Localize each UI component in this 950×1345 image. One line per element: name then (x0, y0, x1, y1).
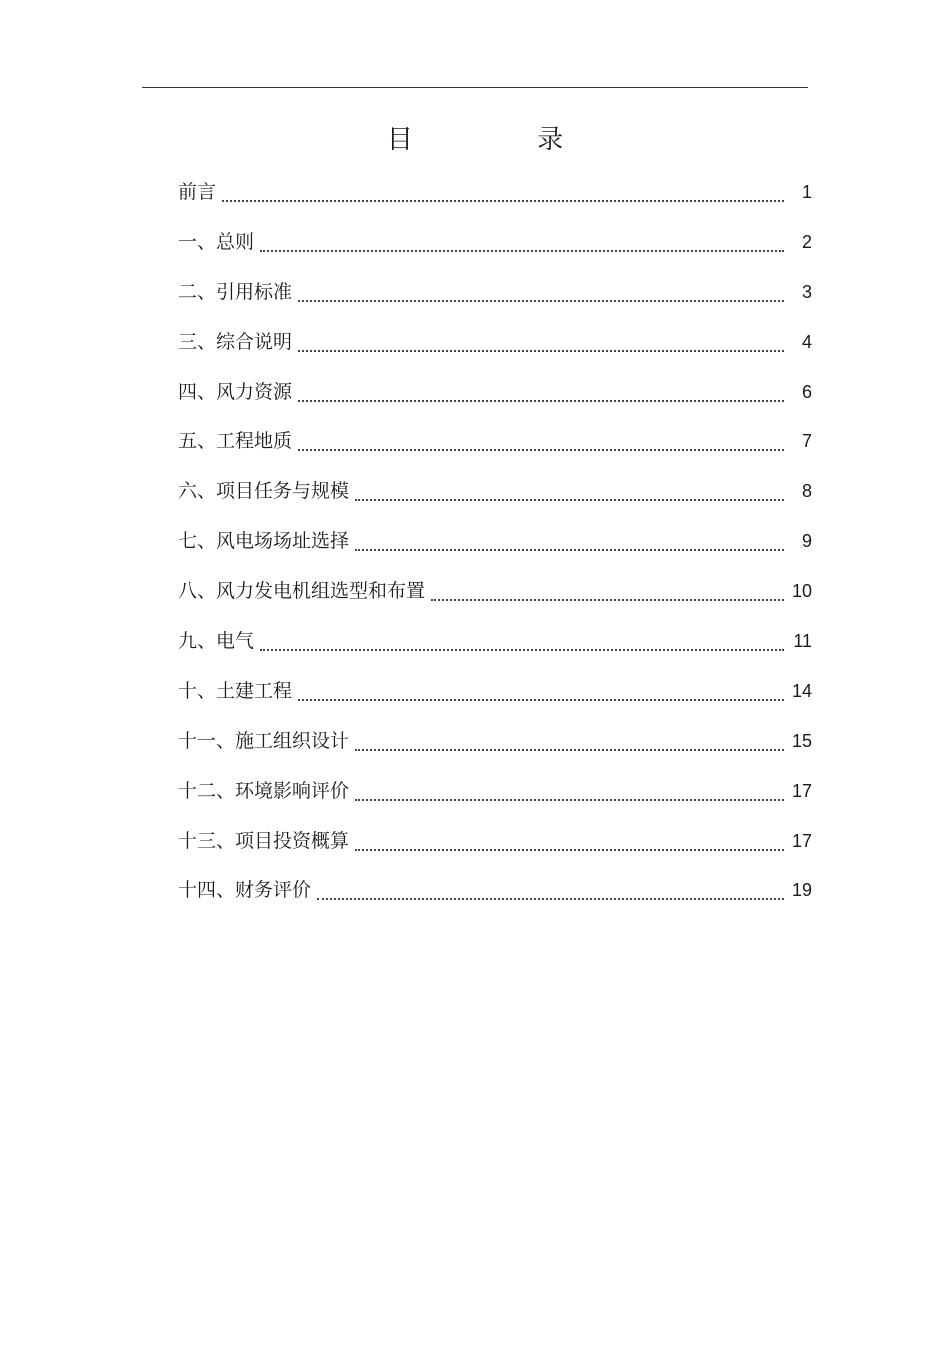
toc-entry-label: 一、总则 (178, 230, 255, 253)
toc-dot-leader (355, 473, 784, 501)
toc-entry-page: 7 (801, 431, 812, 452)
toc-dot-leader (260, 623, 784, 651)
toc-entry-page: 17 (791, 780, 812, 801)
toc-entry-label: 十一、施工组织设计 (178, 729, 350, 752)
toc-dot-leader (355, 773, 784, 801)
toc-entry-page: 2 (801, 231, 812, 252)
toc-entry[interactable] (178, 423, 818, 473)
toc-entry-page: 3 (801, 281, 812, 302)
toc-dot-leader (298, 274, 784, 302)
toc-dot-leader (222, 174, 784, 202)
toc-entry-page: 4 (801, 331, 812, 352)
toc-dot-leader (355, 723, 784, 751)
header-rule (142, 87, 808, 88)
toc-entry[interactable] (178, 473, 818, 523)
toc-entry-label: 六、项目任务与规模 (178, 480, 350, 503)
toc-entry-label: 十三、项目投资概算 (178, 829, 350, 852)
toc-entry-label: 四、风力资源 (178, 380, 293, 403)
toc-entry[interactable] (178, 224, 818, 274)
toc-entry[interactable] (178, 274, 818, 324)
toc-entry-label: 九、电气 (178, 630, 255, 653)
toc-dot-leader (355, 523, 784, 551)
toc-entry[interactable] (178, 324, 818, 374)
toc-entry[interactable] (178, 374, 818, 424)
toc-entry[interactable] (178, 523, 818, 573)
toc-entry-page: 8 (801, 481, 812, 502)
toc-entry-page: 6 (801, 381, 812, 402)
toc-entry[interactable] (178, 723, 818, 773)
toc-dot-leader (298, 423, 784, 451)
toc-entry[interactable] (178, 773, 818, 823)
toc-dot-leader (298, 673, 784, 701)
toc-entry-page: 9 (801, 531, 812, 552)
toc-entry[interactable] (178, 573, 818, 623)
toc-dot-leader (355, 823, 784, 851)
toc-entry-label: 前言 (178, 181, 217, 203)
toc-entry-label: 五、工程地质 (178, 430, 293, 453)
toc-entry[interactable] (178, 673, 818, 723)
toc-entry[interactable] (178, 174, 818, 224)
toc-dot-leader (317, 872, 784, 900)
toc-entry-page: 19 (791, 880, 812, 901)
toc-entry[interactable] (178, 823, 818, 873)
toc-title: 目 录 (386, 125, 622, 155)
toc-entry[interactable] (178, 623, 818, 673)
toc-entry-label: 三、综合说明 (178, 330, 293, 353)
toc-entry-page: 11 (793, 631, 812, 652)
toc-entry[interactable] (178, 872, 818, 922)
toc-entry-page: 17 (791, 830, 812, 851)
toc-entry-label: 十二、环境影响评价 (178, 779, 350, 802)
toc-entry-label: 二、引用标准 (178, 280, 293, 303)
toc-entry-page: 15 (791, 730, 812, 751)
toc-entry-page: 14 (791, 680, 812, 701)
toc-dot-leader (260, 224, 784, 252)
toc-entry-page: 1 (801, 182, 812, 202)
toc-entry-label: 十四、财务评价 (178, 879, 312, 902)
toc-dot-leader (298, 324, 784, 352)
toc-list (178, 174, 818, 922)
toc-dot-leader (431, 573, 784, 601)
toc-dot-leader (298, 374, 784, 402)
toc-entry-label: 七、风电场场址选择 (178, 530, 350, 553)
toc-entry-label: 十、土建工程 (178, 679, 293, 702)
toc-entry-page: 10 (791, 581, 812, 602)
toc-entry-label: 八、风力发电机组选型和布置 (178, 580, 426, 603)
